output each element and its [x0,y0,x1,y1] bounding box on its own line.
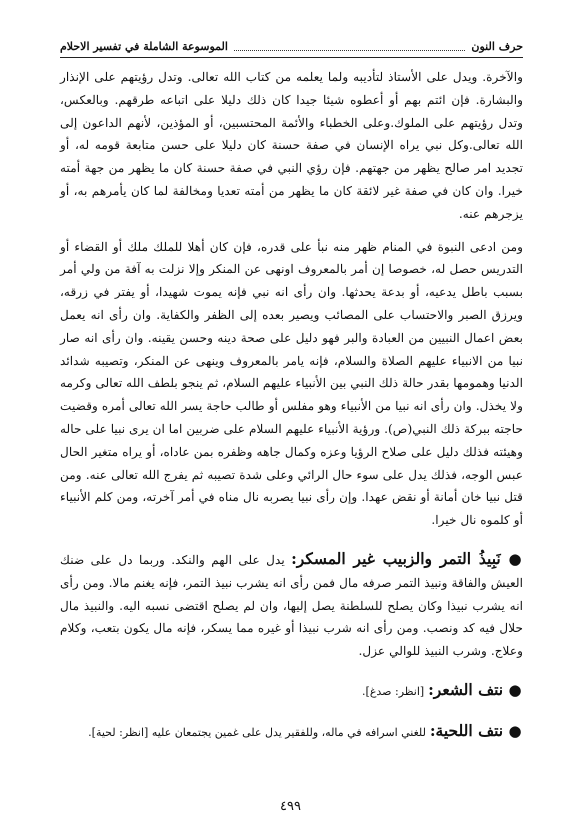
dictionary-entry [60,548,523,663]
entry-reference: [انظر: صدغ]. [362,684,425,698]
paragraph: والآخرة. ويدل على الأستاذ لتأديبه ولما يعلمه من كتاب الله تعالى. وتدل رؤيتهم على الإنذار والبشارة. فإن ائتم بهم أو أعطوه شيئا جيدا كان ذلك دليلا على اتباعه طرقهم. وبالعكس، وتدل رؤيتهم على الملوك.وعلى الخطباء والأئمة المحتسبين، أو المؤذين، لأنهم الداعون إلى الله تعالى.وكل نبي يراه الإنسان في صفة حسنة كان دليلا على حسن متابعة قومه له، أو تجديد امر صالح يظهر من جهتهم. فإن رؤي النبي في صفة حسنة كان ما يظهر من جهة أمته خيرا. وان كان في صفة غير لائقة كان ما يظهر من أمته تعديا ومخالفة لما كان يأمرهم به، أو يزجرهم عنه. [60,70,523,221]
paragraph: ومن ادعى النبوة في المنام ظهر منه نبأ على قدره، فإن كان أهلا للملك ملك أو القضاء أو التدريس حصل له، خصوصا إن أمر بالمعروف اونهى عن المنكر وإلا نزلت به آفة من ولي أمر بسبب باطل يدعيه، أو بدعة يحدثها. وان رأى انه نبي فإنه يموت شهيدا، أو يفتر في زرقه، ويرزق الصبر والاحتساب على المصائب ويصير بعده إلى الظفر والكفاية. وان رأى انه يعمل بعض اعمال النبيين من العبادة والبر فهو دليل على صحة دينه وحسن يقينه. وان رأى انه صار نبيا من الانبياء عليهم الصلاة والسلام، فإنه يامر بالمعروف وينهى عن المنكر، وتصيبه شدائد الدنيا وهمومها بقدر حالة ذلك النبي بين الأنبياء عليهم السلام، ثم ينجو بلطف الله تعالى وكرمه ولا يخذل. وان رأى انه نبيا من الأنبياء وهو مفلس أو طالب حاجة يسر الله تعالى أمره وقضيت حاجته ببركة ذلك النبي(ص). ورؤية الأنبياء عليهم السلام على ضربين اما ان يرى نبيا على حاله وهيئته فذلك دليل على صلاح الرؤيا وعزه وكمال جاهه وظفره بمن عاداه، أو يراه متغير الحال عبس الوجه، فذلك يدل على سوء حال الرائي وعلى شدة تصيبه ثم يفرج الله تعالى عنه. ومن قتل نبيا خان أمانة أو نقض عهدا. وإن رأى نبيا يصربه نال مناه في أمر آخرته، ومن كلم الأنبياء أو كلموه نال خيرا. [60,239,523,528]
chapter-title: حرف النون [471,39,523,53]
dictionary-entry [60,679,523,704]
paragraph-gap [60,532,523,542]
header-dotted-leader [234,42,466,51]
page-body [60,66,523,745]
bullet-icon: ● [508,680,522,699]
paragraph-gap [60,663,523,673]
dictionary-entry [60,720,523,745]
entry-text: يدل على الهم والنكد. وربما دل على ضنك العيش والفاقة ونبيذ التمر صرفه مال فمن رأى انه يشرب نبيذ التمر، فإنه يغنم مالا. ومن رأى انه يشرب نبيذا وكان يصلح للسلطنة يصل إليها، وان لم يصلح اقتضى نسبه اليه. والنبيذ مال حلال فيه كد ونصب. ومن رأى انه شرب نبيذا أو غيره مما يسكر، فإنه مال يكون بتعب، وكلام وعلاج. وشرب النبيذ للوالي عزل. [60,552,523,659]
book-title: الموسوعة الشاملة في تفسير الاحلام [60,39,228,53]
entry-headword: نتف اللحية: [429,720,504,740]
header-rule [60,57,523,58]
paragraph-gap [60,226,523,236]
entry-headword: نَبِيذُ التمر والزبيب غير المسكر: [291,548,501,568]
running-header [60,38,523,54]
bullet-icon: ● [508,721,522,740]
page-number: ٤٩٩ [280,799,301,814]
entry-text: للغني اسرافه في ماله، وللفقير يدل على غمين يجتمعان عليه [انظر: لحية]. [88,725,426,739]
entry-headword: نتف الشعر: [428,679,504,699]
bullet-icon: ● [508,549,522,568]
paragraph-gap [60,704,523,714]
